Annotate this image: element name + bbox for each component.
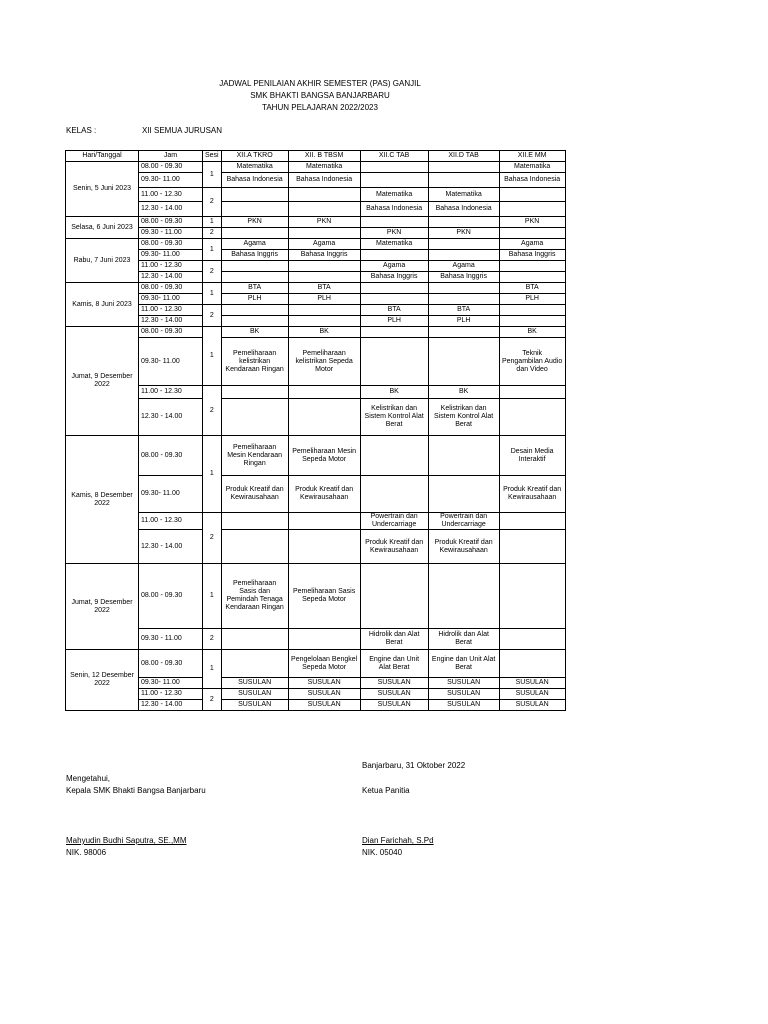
col-header: XII.E MM: [499, 151, 565, 162]
subject-cell: BTA: [221, 283, 288, 294]
subject-cell: [221, 530, 288, 564]
subject-cell: [428, 564, 499, 629]
time-cell: 08.00 - 09.30: [139, 162, 203, 173]
time-cell: 09.30 - 11.00: [139, 228, 203, 239]
table-row: [66, 173, 566, 188]
subject-cell: Matematika: [288, 162, 360, 173]
subject-cell: Pemeliharaan Mesin Sepeda Motor: [288, 436, 360, 476]
schedule-table: [65, 150, 566, 711]
table-row: [66, 700, 566, 711]
subject-cell: [499, 399, 565, 436]
ketua-name: Dian Farichah, S.Pd: [362, 836, 434, 845]
time-cell: 09.30- 11.00: [139, 338, 203, 386]
kelas-label: KELAS :: [66, 126, 97, 135]
subject-cell: [360, 294, 428, 305]
subject-cell: BK: [360, 386, 428, 399]
day-cell: Selasa, 6 Juni 2023: [66, 217, 139, 239]
subject-cell: [221, 650, 288, 678]
subject-cell: [288, 305, 360, 316]
subject-cell: [360, 250, 428, 261]
session-cell: 1: [203, 217, 222, 228]
table-row: [66, 261, 566, 272]
subject-cell: Bahasa Indonesia: [221, 173, 288, 188]
table-row: [66, 399, 566, 436]
subject-cell: Engine dan Unit Alat Berat: [428, 650, 499, 678]
subject-cell: [428, 283, 499, 294]
subject-cell: Matematika: [499, 162, 565, 173]
table-row: [66, 217, 566, 228]
subject-cell: SUSULAN: [499, 689, 565, 700]
subject-cell: SUSULAN: [221, 678, 288, 689]
session-cell: 1: [203, 650, 222, 689]
subject-cell: PLH: [428, 316, 499, 327]
header-row: [66, 151, 566, 162]
subject-cell: Pemeliharaan kelistrikan Sepeda Motor: [288, 338, 360, 386]
subject-cell: [499, 650, 565, 678]
table-row: [66, 202, 566, 217]
subject-cell: BTA: [288, 283, 360, 294]
table-row: [66, 513, 566, 530]
subject-cell: Hidrolik dan Alat Berat: [428, 629, 499, 650]
subject-cell: SUSULAN: [288, 689, 360, 700]
subject-cell: Produk Kreatif dan Kewirausahaan: [428, 530, 499, 564]
subject-cell: [221, 629, 288, 650]
col-header: XII.A TKRO: [221, 151, 288, 162]
place-date: Banjarbaru, 31 Oktober 2022: [362, 761, 466, 770]
time-cell: 11.00 - 12.30: [139, 513, 203, 530]
subject-cell: [360, 283, 428, 294]
subject-cell: Hidrolik dan Alat Berat: [360, 629, 428, 650]
session-cell: 2: [203, 261, 222, 283]
table-row: [66, 294, 566, 305]
subject-cell: SUSULAN: [428, 700, 499, 711]
subject-cell: [428, 173, 499, 188]
school-name: SMK BHAKTI BANGSA BANJARBARU: [250, 91, 390, 100]
table-row: [66, 316, 566, 327]
subject-cell: [360, 338, 428, 386]
subject-cell: PLH: [221, 294, 288, 305]
subject-cell: Matematika: [221, 162, 288, 173]
subject-cell: [360, 173, 428, 188]
table-row: [66, 436, 566, 476]
table-row: [66, 188, 566, 202]
table-row: [66, 327, 566, 338]
subject-cell: [288, 228, 360, 239]
subject-cell: Pemeliharaan Sasis Sepeda Motor: [288, 564, 360, 629]
subject-cell: [288, 386, 360, 399]
day-cell: Senin, 12 Desember 2022: [66, 650, 139, 711]
subject-cell: [499, 513, 565, 530]
subject-cell: Bahasa Inggris: [499, 250, 565, 261]
subject-cell: SUSULAN: [288, 700, 360, 711]
subject-cell: BTA: [428, 305, 499, 316]
time-cell: 09.30 - 11.00: [139, 629, 203, 650]
time-cell: 12.30 - 14.00: [139, 202, 203, 217]
subject-cell: [499, 261, 565, 272]
subject-cell: BK: [221, 327, 288, 338]
subject-cell: [428, 338, 499, 386]
session-cell: 2: [203, 188, 222, 217]
subject-cell: Produk Kreatif dan Kewirausahaan: [288, 476, 360, 513]
subject-cell: BK: [428, 386, 499, 399]
col-header: XII. B TBSM: [288, 151, 360, 162]
time-cell: 11.00 - 12.30: [139, 305, 203, 316]
time-cell: 08.00 - 09.30: [139, 436, 203, 476]
session-cell: 2: [203, 228, 222, 239]
subject-cell: Bahasa Indonesia: [428, 202, 499, 217]
ketua-title: Ketua Panitia: [362, 786, 410, 795]
subject-cell: [221, 386, 288, 399]
subject-cell: PLH: [360, 316, 428, 327]
subject-cell: [499, 305, 565, 316]
subject-cell: PKN: [288, 217, 360, 228]
table-row: [66, 338, 566, 386]
subject-cell: Pemeliharaan Sasis dan Pemindah Tenaga Kendaraan Ringan: [221, 564, 288, 629]
time-cell: 08.00 - 09.30: [139, 239, 203, 250]
subject-cell: [221, 202, 288, 217]
session-cell: 1: [203, 436, 222, 513]
subject-cell: Powertrain dan Undercarriage: [360, 513, 428, 530]
document-title: JADWAL PENILAIAN AKHIR SEMESTER (PAS) GANJIL: [219, 79, 421, 88]
subject-cell: [360, 476, 428, 513]
subject-cell: [499, 316, 565, 327]
subject-cell: Matematika: [360, 188, 428, 202]
subject-cell: [499, 202, 565, 217]
subject-cell: [499, 188, 565, 202]
kepala-title: Kepala SMK Bhakti Bangsa Banjarbaru: [66, 786, 206, 795]
subject-cell: [428, 327, 499, 338]
table-row: [66, 689, 566, 700]
subject-cell: Kelistrikan dan Sistem Kontrol Alat Berat: [360, 399, 428, 436]
time-cell: 09.30- 11.00: [139, 294, 203, 305]
subject-cell: [221, 272, 288, 283]
subject-cell: Desain Media Interaktif: [499, 436, 565, 476]
subject-cell: Bahasa Indonesia: [499, 173, 565, 188]
subject-cell: [221, 261, 288, 272]
subject-cell: [499, 386, 565, 399]
time-cell: 12.30 - 14.00: [139, 316, 203, 327]
time-cell: 12.30 - 14.00: [139, 399, 203, 436]
time-cell: 11.00 - 12.30: [139, 261, 203, 272]
subject-cell: Agama: [360, 261, 428, 272]
time-cell: 09.30- 11.00: [139, 678, 203, 689]
subject-cell: SUSULAN: [428, 678, 499, 689]
time-cell: 12.30 - 14.00: [139, 530, 203, 564]
subject-cell: Agama: [499, 239, 565, 250]
subject-cell: SUSULAN: [428, 689, 499, 700]
subject-cell: Bahasa Indonesia: [360, 202, 428, 217]
time-cell: 08.00 - 09.30: [139, 327, 203, 338]
subject-cell: Pengelolaan Bengkel Sepeda Motor: [288, 650, 360, 678]
subject-cell: SUSULAN: [499, 700, 565, 711]
subject-cell: PKN: [428, 228, 499, 239]
session-cell: 2: [203, 689, 222, 711]
subject-cell: [288, 261, 360, 272]
subject-cell: [288, 316, 360, 327]
table-row: [66, 162, 566, 173]
subject-cell: [221, 305, 288, 316]
mengetahui-label: Mengetahui,: [66, 774, 111, 783]
subject-cell: PLH: [499, 294, 565, 305]
time-cell: 11.00 - 12.30: [139, 188, 203, 202]
col-header: Sesi: [203, 151, 222, 162]
kepala-nik: NIK. 98006: [66, 848, 107, 857]
session-cell: 1: [203, 239, 222, 261]
subject-cell: Matematika: [360, 239, 428, 250]
time-cell: 08.00 - 09.30: [139, 283, 203, 294]
subject-cell: [288, 399, 360, 436]
subject-cell: BK: [499, 327, 565, 338]
subject-cell: [288, 513, 360, 530]
subject-cell: SUSULAN: [360, 700, 428, 711]
col-header: XII.C TAB: [360, 151, 428, 162]
table-row: [66, 272, 566, 283]
table-row: [66, 629, 566, 650]
table-row: [66, 386, 566, 399]
subject-cell: PKN: [221, 217, 288, 228]
subject-cell: Engine dan Unit Alat Berat: [360, 650, 428, 678]
subject-cell: Pemeliharaan kelistrikan Kendaraan Ringan: [221, 338, 288, 386]
table-row: [66, 239, 566, 250]
subject-cell: Bahasa Inggris: [360, 272, 428, 283]
table-row: [66, 305, 566, 316]
subject-cell: [499, 629, 565, 650]
subject-cell: [288, 188, 360, 202]
table-row: [66, 476, 566, 513]
subject-cell: Kelistrikan dan Sistem Kontrol Alat Berat: [428, 399, 499, 436]
session-cell: 1: [203, 162, 222, 188]
time-cell: 09.30- 11.00: [139, 173, 203, 188]
table-row: [66, 564, 566, 629]
subject-cell: [288, 629, 360, 650]
subject-cell: [428, 162, 499, 173]
subject-cell: SUSULAN: [499, 678, 565, 689]
subject-cell: PKN: [360, 228, 428, 239]
session-cell: 2: [203, 305, 222, 327]
subject-cell: [499, 530, 565, 564]
subject-cell: [221, 399, 288, 436]
time-cell: 09.30- 11.00: [139, 250, 203, 261]
session-cell: 1: [203, 327, 222, 386]
subject-cell: [360, 162, 428, 173]
subject-cell: Agama: [428, 261, 499, 272]
subject-cell: [360, 327, 428, 338]
subject-cell: [221, 513, 288, 530]
subject-cell: [360, 436, 428, 476]
day-cell: Rabu, 7 Juni 2023: [66, 239, 139, 283]
subject-cell: SUSULAN: [221, 689, 288, 700]
subject-cell: [288, 202, 360, 217]
subject-cell: Powertrain dan Undercarriage: [428, 513, 499, 530]
time-cell: 11.00 - 12.30: [139, 386, 203, 399]
subject-cell: [499, 228, 565, 239]
subject-cell: [499, 564, 565, 629]
subject-cell: [428, 436, 499, 476]
subject-cell: Agama: [288, 239, 360, 250]
time-cell: 08.00 - 09.30: [139, 217, 203, 228]
subject-cell: [428, 250, 499, 261]
kelas-value: XII SEMUA JURUSAN: [142, 126, 223, 135]
day-cell: Kamis, 8 Desember 2022: [66, 436, 139, 564]
subject-cell: Bahasa Indonesia: [288, 173, 360, 188]
subject-cell: PKN: [499, 217, 565, 228]
time-cell: 09.30- 11.00: [139, 476, 203, 513]
subject-cell: Teknik Pengambilan Audio dan Video: [499, 338, 565, 386]
subject-cell: Agama: [221, 239, 288, 250]
ketua-nik: NIK. 05040: [362, 848, 403, 857]
subject-cell: [428, 476, 499, 513]
subject-cell: [288, 530, 360, 564]
table-row: [66, 228, 566, 239]
subject-cell: [221, 316, 288, 327]
col-header: Jam: [139, 151, 203, 162]
day-cell: Jumat, 9 Desember 2022: [66, 564, 139, 650]
subject-cell: Produk Kreatif dan Kewirausahaan: [499, 476, 565, 513]
session-cell: 2: [203, 386, 222, 436]
subject-cell: [428, 294, 499, 305]
subject-cell: [428, 217, 499, 228]
subject-cell: PLH: [288, 294, 360, 305]
table-row: [66, 530, 566, 564]
day-cell: Kamis, 8 Juni 2023: [66, 283, 139, 327]
subject-cell: [499, 272, 565, 283]
time-cell: 12.30 - 14.00: [139, 700, 203, 711]
subject-cell: [428, 239, 499, 250]
subject-cell: [221, 188, 288, 202]
subject-cell: Pemeliharaan Mesin Kendaraan Ringan: [221, 436, 288, 476]
subject-cell: SUSULAN: [221, 700, 288, 711]
day-cell: Senin, 5 Juni 2023: [66, 162, 139, 217]
day-cell: Jumat, 9 Desember 2022: [66, 327, 139, 436]
time-cell: 08.00 - 09.30: [139, 650, 203, 678]
time-cell: 08.00 - 09.30: [139, 564, 203, 629]
subject-cell: SUSULAN: [288, 678, 360, 689]
subject-cell: Bahasa Inggris: [288, 250, 360, 261]
subject-cell: [221, 228, 288, 239]
session-cell: 2: [203, 513, 222, 564]
table-row: [66, 283, 566, 294]
subject-cell: Bahasa Inggris: [428, 272, 499, 283]
subject-cell: SUSULAN: [360, 678, 428, 689]
subject-cell: Matematika: [428, 188, 499, 202]
session-cell: 1: [203, 283, 222, 305]
col-header: XII.D TAB: [428, 151, 499, 162]
subject-cell: Produk Kreatif dan Kewirausahaan: [360, 530, 428, 564]
time-cell: 11.00 - 12.30: [139, 689, 203, 700]
subject-cell: [360, 217, 428, 228]
table-row: [66, 250, 566, 261]
academic-year: TAHUN PELAJARAN 2022/2023: [262, 103, 378, 112]
subject-cell: [288, 272, 360, 283]
kepala-name: Mahyudin Budhi Saputra, SE.,MM: [66, 836, 187, 845]
session-cell: 1: [203, 564, 222, 629]
subject-cell: BK: [288, 327, 360, 338]
subject-cell: BTA: [360, 305, 428, 316]
subject-cell: SUSULAN: [360, 689, 428, 700]
subject-cell: Bahasa Inggris: [221, 250, 288, 261]
session-cell: 2: [203, 629, 222, 650]
subject-cell: Produk Kreatif dan Kewirausahaan: [221, 476, 288, 513]
subject-cell: BTA: [499, 283, 565, 294]
time-cell: 12.30 - 14.00: [139, 272, 203, 283]
table-row: [66, 678, 566, 689]
subject-cell: [360, 564, 428, 629]
col-header: Hari/Tanggal: [66, 151, 139, 162]
table-row: [66, 650, 566, 678]
